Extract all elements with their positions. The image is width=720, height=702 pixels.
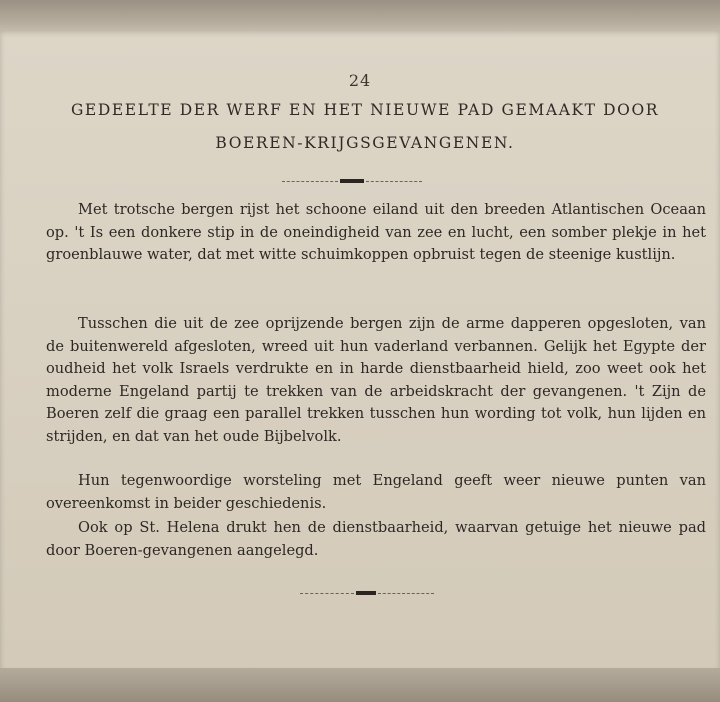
paragraph-4: Ook op St. Helena drukt hen de dienstbaarheid, waarvan getuige het nieuwe pad door Boeren-gevangenen aangelegd.: [46, 519, 706, 559]
page-title-line-2: BOEREN-KRIJGSGEVANGENEN.: [215, 134, 515, 152]
paragraph-3: Hun tegenwoordige worsteling met Engeland geeft weer nieuwe punten van overeenkomst in beider geschiedenis.: [46, 472, 706, 512]
end-divider-ornament: [300, 590, 434, 598]
title-divider-ornament: [282, 178, 422, 186]
page-number: 24: [348, 71, 372, 90]
page-top-shadow: [0, 0, 720, 34]
page-bottom-shadow: [0, 668, 720, 702]
page-title-line-1: GEDEELTE DER WERF EN HET NIEUWE PAD GEMAAKT DOOR: [70, 101, 660, 119]
paragraph-2: Tusschen die uit de zee oprijzende bergen zijn de arme dapperen opgesloten, van de buitenwereld afgesloten, wreed uit hun vaderland verbannen. Gelijk het Egypte der oudheid het volk Israels verdrukte en in harde dienstbaarheid hield, zoo weet ook het moderne Engeland partij te trekken van de arbeidskracht der gevangenen. 't Zijn de Boeren zelf die graag een parallel trekken tusschen hun wording tot volk, hun lijden en strijden, en dat van het oude Bijbelvolk.: [46, 315, 706, 445]
paragraph-1: Met trotsche bergen rijst het schoone eiland uit den breeden Atlantischen Oceaan op. 't Is een donkere stip in de oneindigheid van zee en lucht, een somber plekje in het groenblauwe water, dat met witte schuimkoppen opbruist tegen de steenige kustlijn.: [46, 201, 706, 264]
